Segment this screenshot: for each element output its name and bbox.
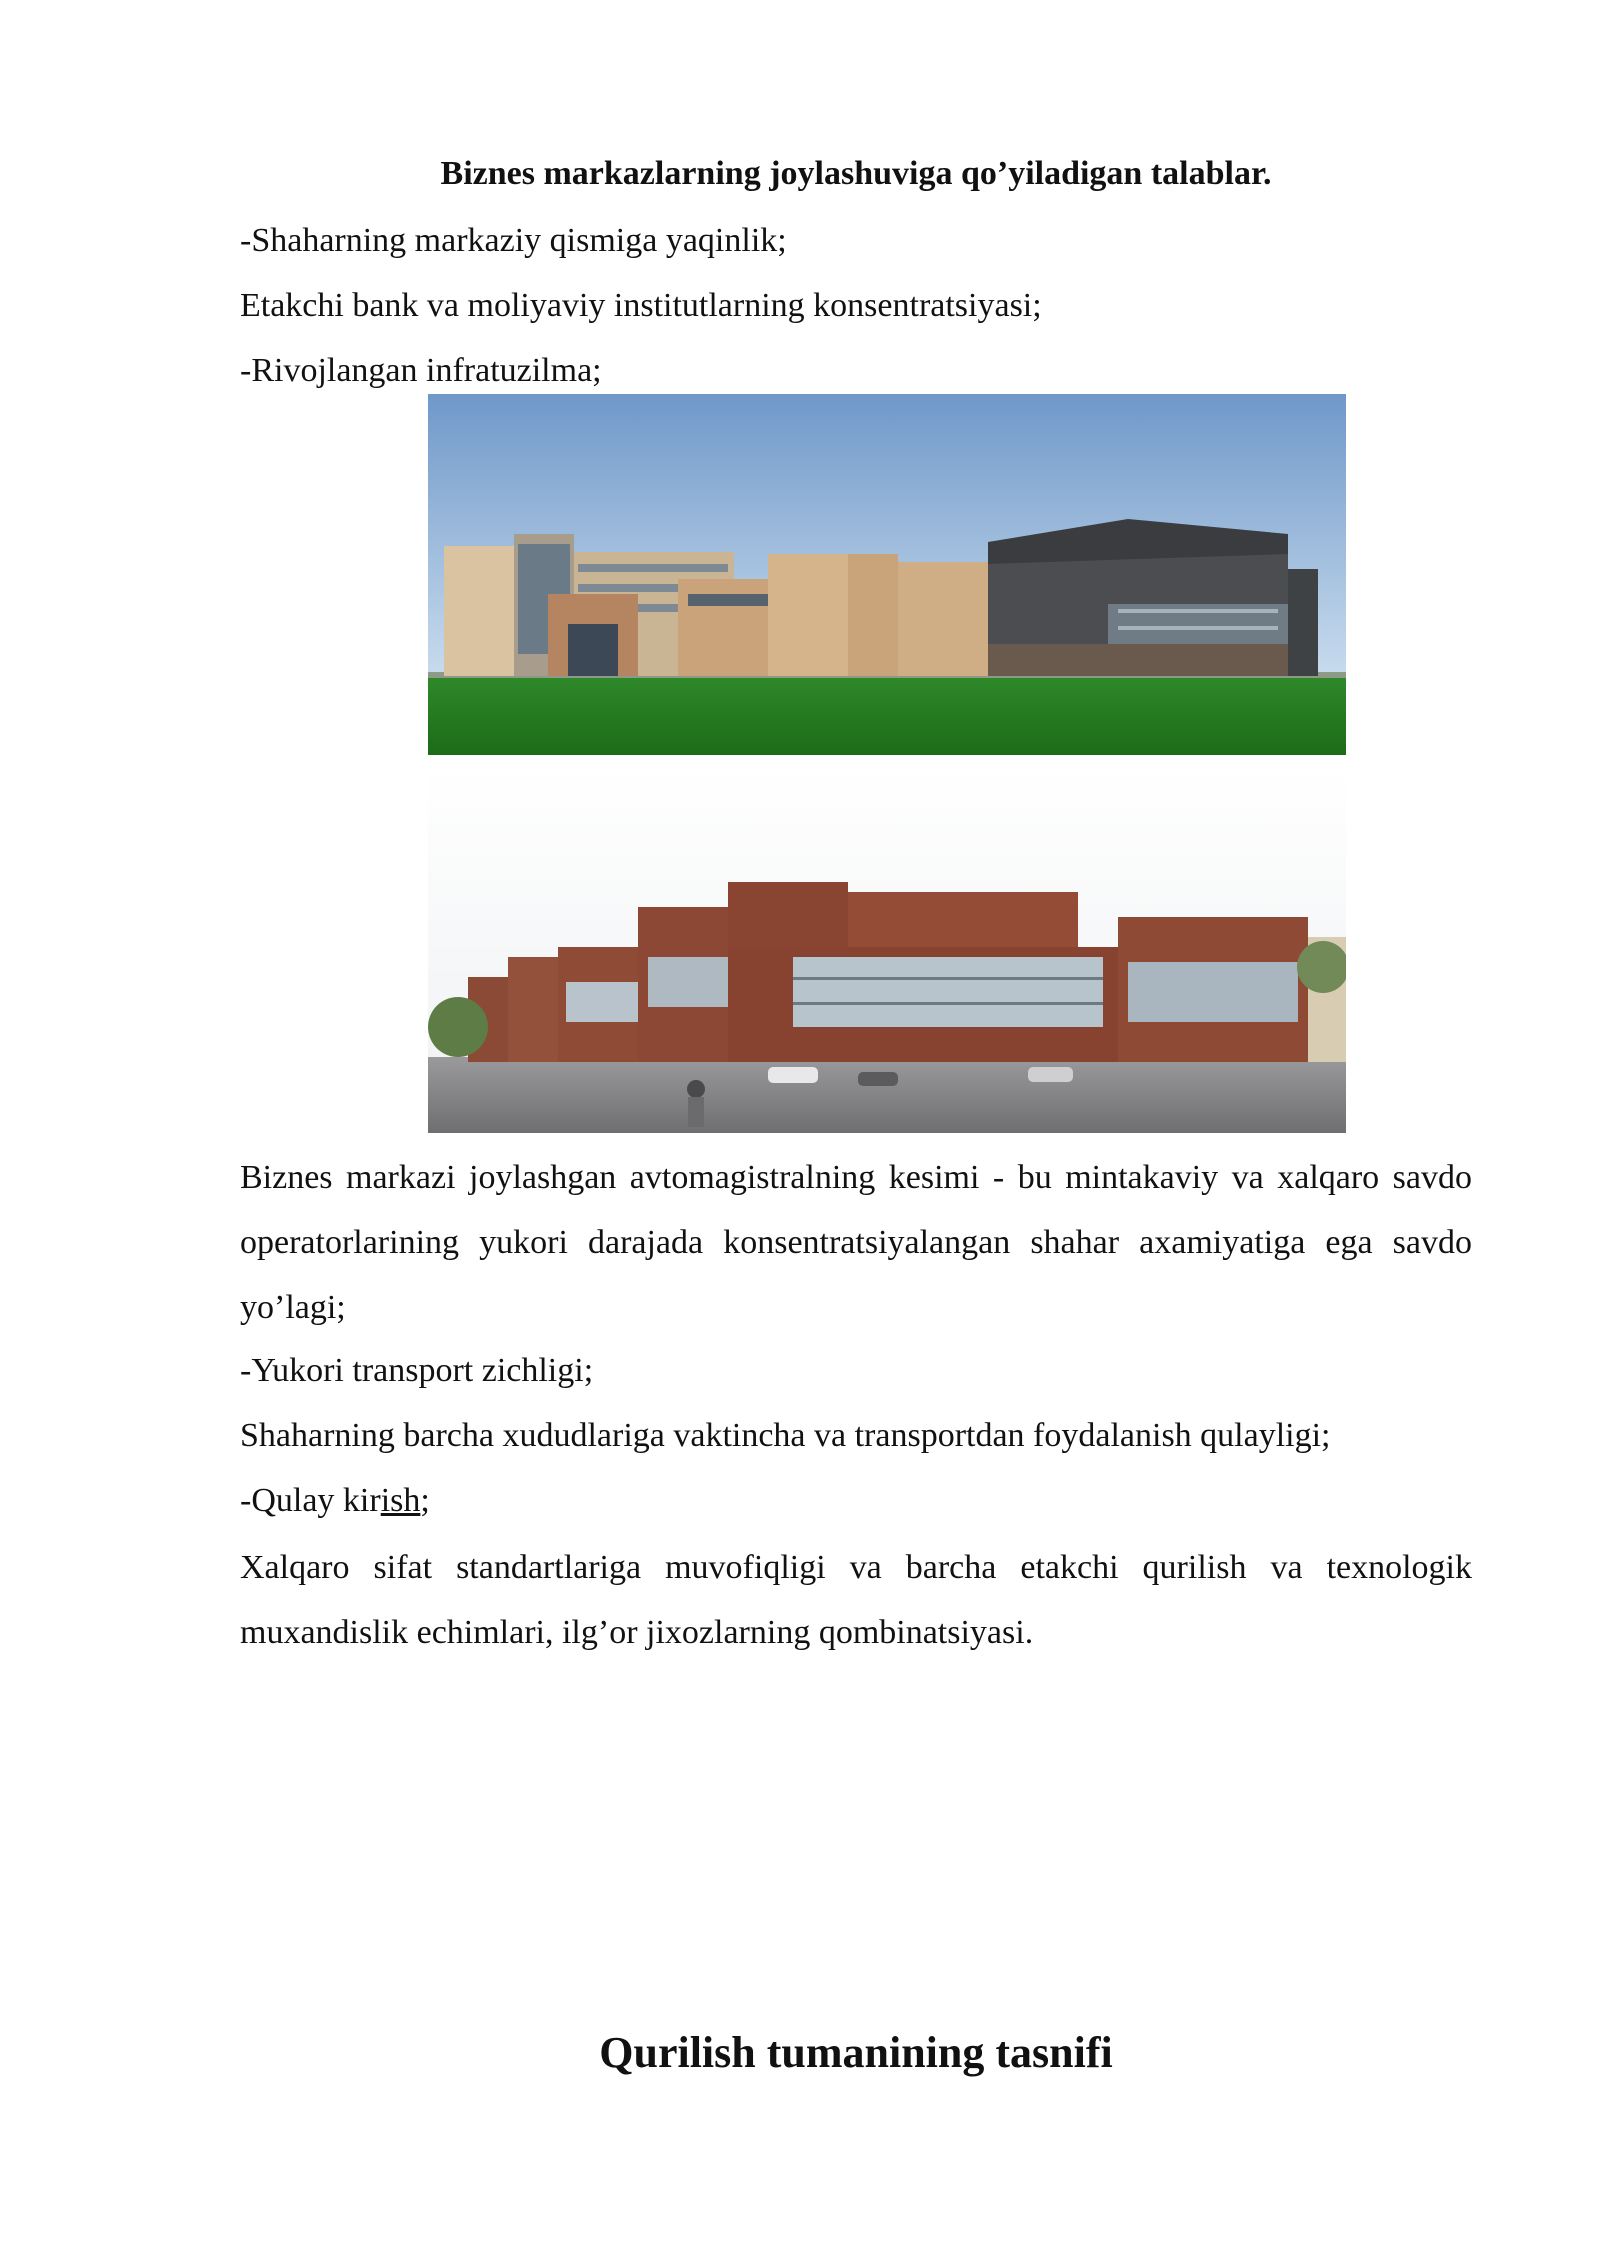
body-line-text: -Qulay kir (240, 1482, 381, 1519)
next-section-title: Qurilish tumanining tasnifi (599, 2028, 1113, 2077)
body-line: Shaharning barcha xududlariga vaktincha va transportdan foydalanish qulayligi; (240, 1417, 1331, 1454)
business-center-photo-2 (428, 767, 1346, 1133)
body-line: -Yukori transport zichligi; (240, 1352, 594, 1389)
requirement-item: -Shaharning markaziy qismiga yaqinlik; (240, 222, 787, 259)
underlined-text: ish (380, 1482, 421, 1519)
body-paragraph: Xalqaro sifat standartlariga muvofiqligi va barcha etakchi qurilish va texnologik muxandislik echimlari, ilg’or jixozlarning qombinatsiyasi. (240, 1549, 1472, 1651)
body-line-text: ; (420, 1482, 430, 1519)
requirement-item: Etakchi bank va moliyaviy institutlarning konsentratsiyasi; (240, 287, 1042, 324)
section-heading: Biznes markazlarning joylashuviga qo’yiladigan talablar. (440, 155, 1272, 192)
body-line (240, 1477, 430, 1525)
body-paragraph: Biznes markazi joylashgan avtomagistralning kesimi - bu mintakaviy va xalqaro savdo operatorlarining yukori darajada konsentratsiyalangan shahar axamiyatiga ega savdo yo’lagi; (240, 1159, 1472, 1326)
business-center-photo-1 (428, 394, 1346, 755)
requirement-item: -Rivojlangan infratuzilma; (240, 352, 602, 389)
